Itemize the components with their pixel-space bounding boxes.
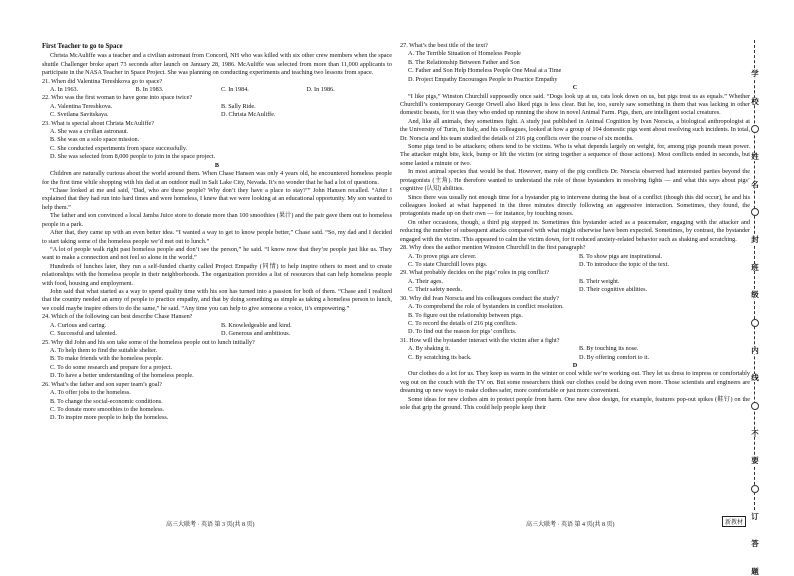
option: C. In 1984. (221, 85, 249, 93)
option: C. By scratching its back. (408, 353, 472, 361)
options-22 (42, 103, 392, 120)
options-29 (400, 278, 750, 295)
binding-label: 内 (751, 345, 759, 355)
passage-paragraph: “I like pigs,” Winston Churchill supposedly once said. “Dogs look up at us, cats look down on us, but pigs treat us as equals.” Whether Churchill’s contemporary George Orwell also liked pigs is less clear. But he, too, surely saw something in them that was lacking in other domestic beasts, for it was they who ended up running the show in novel Animal Farm. Pigs, then, are intelligent social creatures. (400, 92, 750, 117)
option: C. To state Churchill loves pigs. (408, 260, 488, 268)
passage-paragraph: Our clothes do a lot for us. They keep us warm in the winter or cool while we’re working out. They let us dress to impress or comfortably veg out on the couch with the TV on. But some researchers think our clothes could be doing even more. Those scientists and engineers are dreaming up new ways to make clothes safer, more comfortable or just more convenient. (400, 370, 750, 395)
right-column (400, 42, 750, 413)
section-b-label: B (214, 161, 220, 169)
option: D. Their cognitive abilities. (579, 286, 648, 294)
passage-paragraph: Christa McAuliffe was a teacher and a civilian astronaut from Concord, NH who was killed with six other crew members when the space shuttle Challenger broke apart 73 seconds after launch on January 28, 1986. McAuliffe was selected from more than 11,000 applicants to participate in the NASA Teacher in Space Project. She was planning on conducting experiments and teaching two lessons from space. (42, 52, 392, 77)
passage-paragraph: On other occasions, though, a third pig stepped in. Sometimes this bystander acted as a peacemaker, engaging with the attacker and reducing the number of subsequent attacks compared with what might otherwise have been expected. Sometimes, by contrast, the bystander engaged with the victim. This appeared to calm the victim down, for it reduced anxiety-related behavior such as shaking and scratching. (400, 218, 750, 243)
binding-label: 级 (751, 290, 759, 299)
option: D. In 1986. (306, 85, 335, 93)
option: A. In 1963. (50, 85, 79, 93)
passage-paragraph: “Chase looked at me and said, ‘Dad, who are these people? Why don’t they have a place to stay?’” John Hansen recalled. “After I explained that they had run into hard times and were homeless, I knew that we were looking at an educational opportunity. My son wanted to help them.” (42, 186, 392, 211)
passage-paragraph: The father and son convinced a local Jamba Juice store to donate more than 100 smoothies (果汁) and the pair gave them out to homeless people in a park. (42, 212, 392, 228)
option: C. To donate more smoothies to the homeless. (50, 405, 165, 413)
section-c-label: C (572, 84, 578, 92)
passage-paragraph: After that, they came up with an even better idea. “I wanted a way to get to know people better,” Chase said. “So, my dad and I decided to start taking some of the homeless people we’d met out to lunch.” (42, 229, 392, 245)
option: A. To comprehend the role of bystanders in conflict resolution. (408, 303, 564, 311)
page-footer-left: 高三大联考 · 英语 第 3 页(共 8 页) (166, 522, 255, 528)
option: B. In 1983. (135, 85, 164, 93)
option: A. By shaking it. (408, 345, 451, 353)
option: A. To offer jobs to the homeless. (50, 389, 131, 397)
option: B. She was on a solo space mission. (50, 136, 140, 144)
option: D. To have a better understanding of the homeless people. (50, 372, 194, 380)
option: C. Their safety needs. (408, 286, 463, 294)
question-26: 26. What’s the father and son super team’s goal? (42, 380, 162, 388)
option: B. Sally Ride. (221, 102, 256, 110)
option: A. To help them to find the suitable shelter. (50, 347, 158, 354)
option: C. To do some research and prepare for a project. (50, 363, 172, 371)
binding-label: 姓 (751, 152, 759, 161)
question-25: 25. Why did John and his son take some of the homeless people out to lunch initially? (42, 338, 255, 346)
option: A. Curious and caring. (50, 321, 107, 329)
binding-label: 要 (751, 456, 759, 465)
section-d-label: D (572, 362, 578, 370)
option: D. She was selected from 8,000 people to join in the space project. (50, 153, 216, 161)
question-21: 21. When did Valentina Tereshkova go to space? (42, 77, 163, 85)
passage-paragraph: Hundreds of lunches later, they run a self-funded charity called Project Empathy (同情) to help inspire others to meet and to create relationships with the homeless people in their neighborhoods. The organization provides a list of resources that can help homeless people with food, housing and employment. (42, 262, 392, 287)
passage-a-title: First Teacher to go to Space (42, 43, 123, 50)
question-23: 23. What is special about Christa McAuliffe? (42, 119, 154, 127)
option: A. The Terrible Situation of Homeless People (408, 50, 521, 58)
binding-hole-icon (751, 485, 759, 493)
option: C. To record the details of 216 pig conflicts. (408, 319, 518, 327)
option: B. To figure out the relationship between pigs. (408, 311, 523, 319)
binding-label: 学 (751, 69, 759, 78)
options-28 (400, 253, 750, 270)
option: D. To inspire more people to help the homeless. (50, 414, 169, 422)
option: B. To show pigs are inspirational. (579, 252, 663, 260)
option: D. Generous and ambitious. (221, 330, 291, 338)
option: A. Valentina Tereshkova. (50, 102, 113, 110)
option: A. Their ages. (408, 277, 443, 285)
option: B. By touching its nose. (579, 345, 639, 353)
option: B. To change the social-economic conditions. (50, 397, 163, 405)
option: B. Knowledgeable and kind. (221, 321, 292, 329)
passage-paragraph: Some ideas for new clothes aim to protect people from harm. One new shoe design, for example, features pop-out spikes (鞋钉) on the sole that grip the ground. This could help people keep their (400, 395, 750, 412)
binding-hole-icon (751, 125, 759, 133)
question-30: 30. Why did Ivan Norscia and his colleagues conduct the study? (400, 294, 559, 302)
option: A. To prove pigs are clever. (408, 252, 477, 260)
passage-paragraph: In most animal species that would be that. However, many of the pig conflicts Dr. Norscia observed had interested parties beyond the protagonists (主角). He therefore wanted to understand the role of those bystanders in resolving fights — and what this says about pigs’ cognitive (认知) abilities. (400, 168, 750, 193)
new-textbook-badge: 新教材 (722, 516, 746, 527)
option: B. To make friends with the homeless people. (50, 355, 164, 363)
passage-paragraph: Some pigs tend to be attackers; others tend to be victims. Who is what depends largely on weight, for, among pigs pounds mean power. The attacker might bite, kick, bump or lift the victim (or string together a sequence of those actions). Most conflicts ended in seconds, but some lasted a minute or two. (400, 143, 750, 167)
binding-label: 封 (751, 235, 759, 244)
option: D. By offering comfort to it. (579, 353, 650, 361)
binding-label: 题 (751, 566, 759, 576)
question-29: 29. What probably decides on the pigs’ roles in pig conflict? (400, 269, 550, 277)
binding-label: 班 (751, 262, 759, 272)
option: B. The Relationship Between Father and Son (408, 58, 520, 66)
options-24 (42, 322, 392, 339)
question-28: 28. Why does the author mention Winston Churchill in the first paragraph? (400, 244, 586, 252)
option: D. To find out the reason for pigs’ conflicts. (408, 328, 517, 336)
option: A. She was a civilian astronaut. (50, 128, 129, 136)
binding-label: 线 (751, 373, 759, 382)
option: C. Svetlana Savitskaya. (50, 111, 109, 119)
binding-label: 不 (751, 428, 759, 438)
binding-label: 名 (751, 179, 759, 189)
question-27: 27. What’s the best title of the text? (400, 42, 488, 49)
question-24: 24. Which of the following can best describe Chase Hansen? (42, 313, 193, 321)
binding-hole-icon (751, 208, 759, 216)
passage-paragraph: Since there was usually not enough time for a bystander pig to intervene during the heat of a conflict (though this did occur), he and his colleagues looked at what happened in the three minutes directly following an aggressive interaction. Sometimes, they found, the protagonists made up on their own — for instance, by touching noses. (400, 193, 750, 218)
option: D. To introduce the topic of the text. (579, 260, 670, 268)
question-31: 31. How will the bystander interact with the victim after a fight? (400, 336, 560, 344)
binding-labels (748, 70, 762, 575)
binding-label: 订 (751, 511, 759, 521)
option: C. She conducted experiments from space successfully. (50, 144, 188, 152)
passage-paragraph: “A lot of people walk right past homeless people and don’t see the person,” he said. “I know now that they’re people just like us. They want to make a connection and not feel so alone in the world.” (42, 245, 392, 262)
passage-paragraph: And, like all animals, they sometimes fight. A study just published in Animal Cognition by Ivan Norscia, a biological anthropologist at the University of Turin, in Italy, and his colleagues, looked at how a group of 104 domestic pigs went about resolving such incidents. In total, Dr. Norscia and his team studied the details of 216 pig conflicts over the course of six months. (400, 117, 750, 142)
option: B. Their weight. (579, 277, 620, 285)
options-31 (400, 345, 750, 362)
options-21 (42, 86, 392, 94)
question-22: 22. Who was the first woman to have gone into space twice? (42, 94, 193, 102)
binding-label: 校 (751, 96, 759, 106)
option: C. Successful and talented. (50, 330, 117, 338)
option: D. Christa McAuliffe. (221, 111, 276, 119)
passage-paragraph: Children are naturally curious about the world around them. When Chase Hansen was only 4 years old, he encountered homeless people for the first time while shopping with his dad at an outdoor mall in Salt Lake City, Nevada. It’s no wonder that he had a lot of questions. (42, 170, 392, 186)
left-column (42, 42, 392, 423)
option: D. Project Empathy Encourages People to Practice Empathy (408, 75, 558, 83)
binding-margin (740, 40, 770, 576)
binding-hole-icon (751, 402, 759, 410)
page-footer-right: 高三大联考 · 英语 第 4 页(共 8 页) (526, 522, 615, 528)
passage-paragraph: John said that what started as a way to spend quality time with his son has turned into a passion for both of them. “Chase and I realized that the country needed an army of people to practice empathy, and that by doing something as simple as taking a homeless person to lunch, we could maybe inspire others to do the same,” he said. “Any time you can help to give someone a voice, it’s empowering.” (42, 288, 392, 312)
binding-label: 答 (751, 539, 759, 548)
option: C. Father and Son Help Homeless People One Meal at a Time (408, 67, 562, 75)
binding-hole-icon (751, 319, 759, 327)
